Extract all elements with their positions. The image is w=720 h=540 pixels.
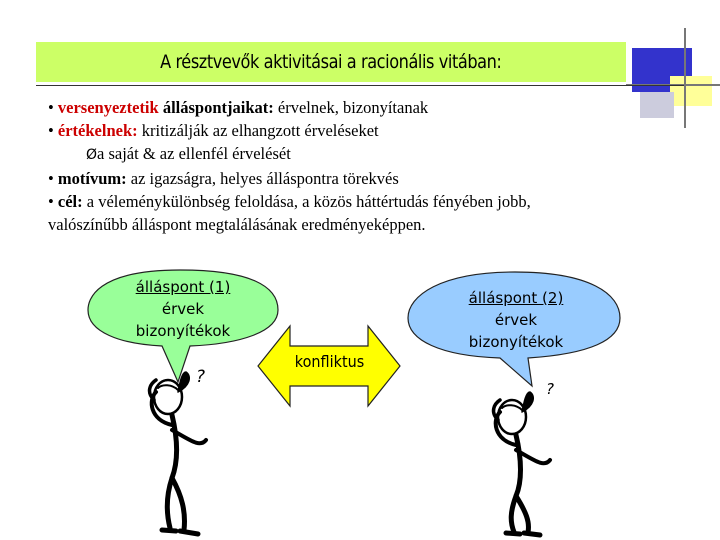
bullet-4-cont: valószínűbb álláspont megtalálásának eredményeképpen. xyxy=(48,215,426,234)
bubble-right-text xyxy=(430,287,602,353)
evidence-label: bizonyítékok xyxy=(468,333,564,351)
question-mark-right: ? xyxy=(546,380,554,398)
bullet-4-key: cél: xyxy=(57,192,83,211)
position-2-label: álláspont (2) xyxy=(468,289,564,307)
thinking-figure-right xyxy=(494,392,550,535)
evidence-label: bizonyítékok xyxy=(135,322,231,340)
bullet-3-text: az igazságra, helyes álláspontra törekvés xyxy=(126,169,399,188)
position-1-label: álláspont (1) xyxy=(135,278,231,296)
bubble-left-text xyxy=(100,276,266,342)
arrow-bullet-icon: Ø xyxy=(86,147,98,163)
bullet-mark: • xyxy=(48,98,58,117)
bullet-mark: • xyxy=(48,169,58,188)
conflict-label: konfliktus xyxy=(294,352,365,371)
bullet-1-text: érvelnek, bizonyítanak xyxy=(273,98,429,117)
bullet-2-key: értékelnek: xyxy=(57,121,138,140)
bullet-mark: • xyxy=(48,192,58,211)
bullet-1-bold: álláspontjaikat: xyxy=(158,98,274,117)
bullet-2-sub-text: a saját & az ellenfél érvelését xyxy=(97,144,291,163)
bullet-3-key: motívum: xyxy=(57,169,127,188)
thinking-figure-left xyxy=(150,372,206,534)
arguments-label: érvek xyxy=(161,300,205,318)
bullet-mark: • xyxy=(48,121,58,140)
question-mark-left: ? xyxy=(196,367,206,387)
arguments-label: érvek xyxy=(494,311,538,329)
slide-title: A résztvevők aktivitásai a racionális vitában: xyxy=(160,51,502,73)
bullet-4-text: a véleménykülönbség feloldása, a közös háttértudás fényében jobb, xyxy=(82,192,531,211)
bullet-2-text: kritizálják az elhangzott érveléseket xyxy=(137,121,379,140)
bullet-1-key: versenyeztetik xyxy=(57,98,159,117)
